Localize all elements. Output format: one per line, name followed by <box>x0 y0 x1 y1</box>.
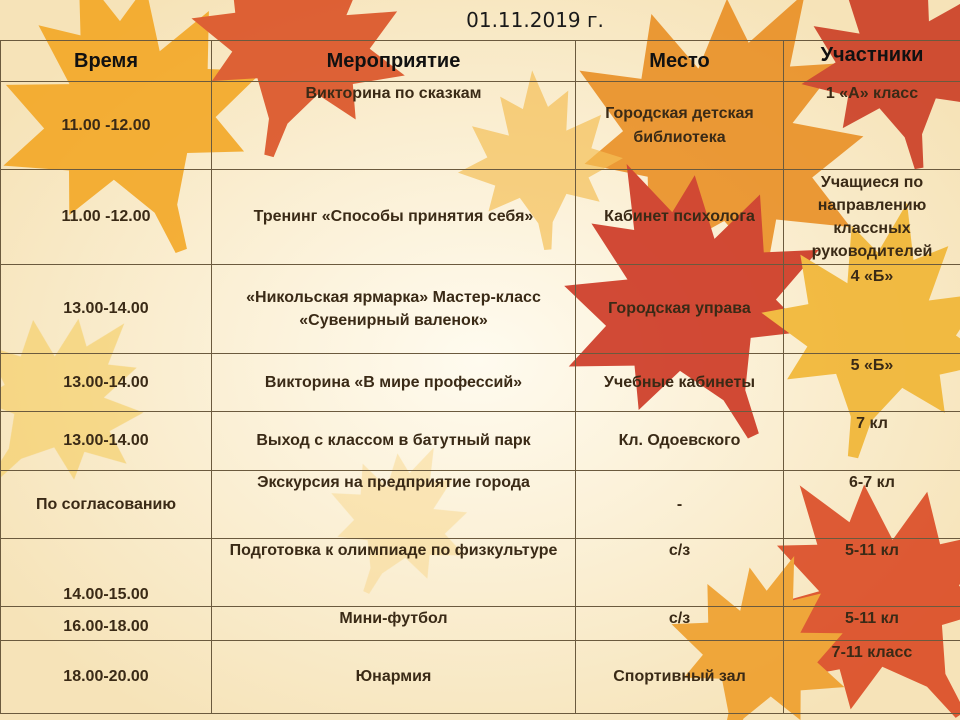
table-row <box>1 170 960 265</box>
cell-participants: 4 «Б» <box>784 265 960 354</box>
table-row <box>1 607 960 641</box>
table-row <box>1 82 960 170</box>
cell-place: - <box>576 471 784 539</box>
cell-participants: 5-11 кл <box>784 607 960 641</box>
cell-participants: Учащиеся по направлению классных руководителей <box>784 170 960 265</box>
cell-event: Экскурсия на предприятие города <box>212 471 576 539</box>
cell-event: Мини-футбол <box>212 607 576 641</box>
table-row <box>1 539 960 607</box>
cell-time: 11.00 -12.00 <box>1 82 212 170</box>
cell-place: Городская детская библиотека <box>576 82 784 170</box>
cell-event: Тренинг «Способы принятия себя» <box>212 170 576 265</box>
cell-place: Учебные кабинеты <box>576 354 784 412</box>
table-row <box>1 412 960 471</box>
cell-place: с/з <box>576 607 784 641</box>
table-row <box>1 354 960 412</box>
cell-event: Викторина по сказкам <box>212 82 576 170</box>
header-time: Время <box>1 41 212 82</box>
cell-participants: 7-11 класс <box>784 641 960 714</box>
cell-time: 13.00-14.00 <box>1 265 212 354</box>
cell-place: Кабинет психолога <box>576 170 784 265</box>
cell-time: 11.00 -12.00 <box>1 170 212 265</box>
cell-time: 13.00-14.00 <box>1 354 212 412</box>
cell-event: Юнармия <box>212 641 576 714</box>
header-participants: Участники <box>784 41 960 82</box>
cell-time: 18.00-20.00 <box>1 641 212 714</box>
cell-time: 13.00-14.00 <box>1 412 212 471</box>
table-row <box>1 265 960 354</box>
cell-participants: 6-7 кл <box>784 471 960 539</box>
cell-event: Викторина «В мире профессий» <box>212 354 576 412</box>
table-header-row <box>1 41 960 82</box>
table-row <box>1 641 960 714</box>
cell-place: Спортивный зал <box>576 641 784 714</box>
cell-place: с/з <box>576 539 784 607</box>
cell-event: «Никольская ярмарка» Мастер-класс «Сувенирный валенок» <box>212 265 576 354</box>
header-event: Мероприятие <box>212 41 576 82</box>
cell-event: Подготовка к олимпиаде по физкультуре <box>212 539 576 607</box>
cell-participants: 7 кл <box>784 412 960 471</box>
cell-time: По согласованию <box>1 471 212 539</box>
cell-place: Городская управа <box>576 265 784 354</box>
cell-participants: 1 «А» класс <box>784 82 960 170</box>
schedule-table <box>0 40 960 714</box>
page-date: 01.11.2019 г. <box>466 8 604 32</box>
cell-participants: 5-11 кл <box>784 539 960 607</box>
cell-time: 14.00-15.00 <box>1 539 212 607</box>
cell-time: 16.00-18.00 <box>1 607 212 641</box>
cell-event: Выход с классом в батутный парк <box>212 412 576 471</box>
table-row <box>1 471 960 539</box>
header-place: Место <box>576 41 784 82</box>
cell-participants: 5 «Б» <box>784 354 960 412</box>
cell-place: Кл. Одоевского <box>576 412 784 471</box>
